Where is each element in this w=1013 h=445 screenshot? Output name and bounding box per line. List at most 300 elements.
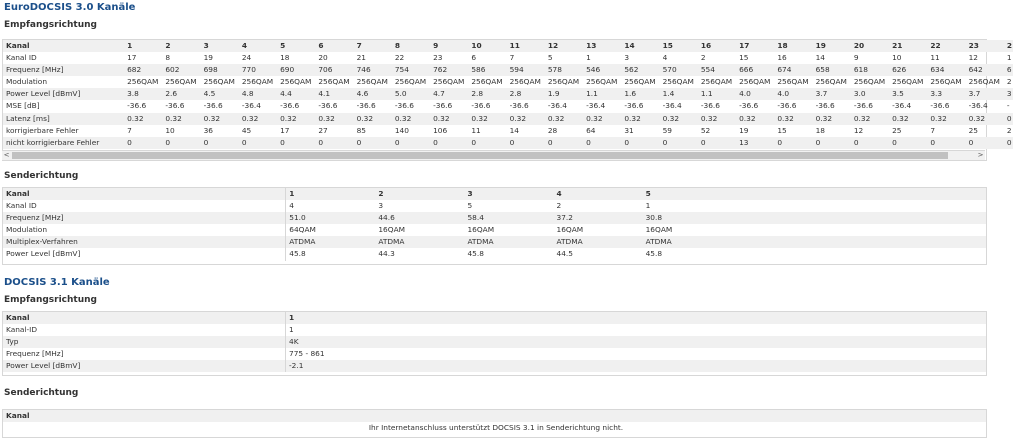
euro-down-scroll-area[interactable] xyxy=(2,39,1012,161)
table-cell: 2 xyxy=(700,53,706,63)
table-cell: 3.8 xyxy=(124,88,162,100)
table-cell: 12 xyxy=(968,53,978,63)
table-cell: 2 xyxy=(162,40,200,52)
table-cell: 16QAM xyxy=(556,225,584,235)
horizontal-scrollbar[interactable] xyxy=(2,150,985,160)
table-cell: 3.3 xyxy=(927,88,965,100)
table-cell: 7 xyxy=(354,40,392,52)
table-cell: 0.32 xyxy=(927,113,965,125)
table-cell: 18 xyxy=(815,125,825,135)
table-cell: 36 xyxy=(203,125,213,135)
row-label: Typ xyxy=(3,336,286,348)
table-cell: 6 xyxy=(1004,64,1013,76)
table-cell: 5 xyxy=(643,188,986,200)
table-cell: 0.32 xyxy=(430,113,468,125)
table-cell: 1 xyxy=(1006,53,1012,63)
table-cell: 59 xyxy=(662,125,672,135)
table-cell: 0.32 xyxy=(162,113,200,125)
table-cell: 0.32 xyxy=(583,113,621,125)
table-row xyxy=(3,200,986,212)
euro-up-box xyxy=(2,187,987,265)
table-cell: ATDMA xyxy=(554,236,643,248)
docsis31-title: DOCSIS 3.1 Kanäle xyxy=(4,277,110,288)
table-cell: 3 xyxy=(624,53,630,63)
table-cell: 14 xyxy=(509,125,519,135)
table-cell: 0 xyxy=(545,137,583,149)
row-label: Kanal xyxy=(3,188,286,200)
table-cell: 0.32 xyxy=(966,113,1004,125)
table-cell: 754 xyxy=(392,64,430,76)
table-cell: 642 xyxy=(966,64,1004,76)
table-cell: 14 xyxy=(621,40,659,52)
table-cell: 0.32 xyxy=(201,113,239,125)
table-cell: -36.6 xyxy=(318,101,338,111)
table-cell: 256QAM xyxy=(433,77,465,87)
table-cell: 13 xyxy=(736,137,774,149)
table-cell: 25 xyxy=(968,125,978,135)
table-cell: 0.32 xyxy=(545,113,583,125)
table-cell: 256QAM xyxy=(892,77,924,87)
table-cell: 52 xyxy=(700,125,711,135)
table-cell: -36.4 xyxy=(892,101,912,111)
table-row xyxy=(3,64,1013,76)
table-row xyxy=(3,224,986,236)
table-row xyxy=(3,324,986,336)
table-cell: 4K xyxy=(286,336,987,348)
table-cell: 0.32 xyxy=(621,113,659,125)
table-cell: 1.9 xyxy=(545,88,583,100)
row-label: Modulation xyxy=(6,77,48,87)
table-row xyxy=(3,248,986,260)
row-label: MSE [dB] xyxy=(6,101,40,111)
table-cell: 12 xyxy=(853,125,864,135)
table-cell: -36.6 xyxy=(509,101,529,111)
table-cell: 16 xyxy=(777,53,787,63)
table-cell: 10 xyxy=(892,53,902,63)
table-cell: 19 xyxy=(739,125,749,135)
table-cell: 256QAM xyxy=(127,77,159,87)
table-cell: 4.0 xyxy=(736,88,774,100)
table-cell: 1 xyxy=(286,312,987,324)
table-cell: 4.5 xyxy=(201,88,239,100)
table-cell: 0 xyxy=(774,137,812,149)
table-cell: 256QAM xyxy=(280,77,312,87)
table-cell: 0 xyxy=(1004,113,1013,125)
table-cell: 19 xyxy=(203,53,213,63)
table-cell: -36.6 xyxy=(433,101,453,111)
table-cell: 15 xyxy=(739,53,749,63)
table-cell: 0.32 xyxy=(315,113,353,125)
table-cell: 594 xyxy=(507,64,545,76)
table-cell: 706 xyxy=(315,64,353,76)
table-cell: -36.6 xyxy=(624,101,644,111)
table-cell: -36.4 xyxy=(662,101,682,111)
table-cell: 0 xyxy=(430,137,468,149)
table-cell: 698 xyxy=(201,64,239,76)
table-cell: 2 xyxy=(375,188,464,200)
row-label: nicht korrigierbare Fehler xyxy=(3,137,124,149)
table-cell: 762 xyxy=(430,64,468,76)
row-label: Frequenz [MHz] xyxy=(3,348,286,360)
table-cell: 0 xyxy=(468,137,506,149)
table-cell: -36.6 xyxy=(700,101,720,111)
scrollbar-thumb[interactable] xyxy=(12,152,948,159)
table-cell: 3 xyxy=(378,201,384,211)
table-cell: 0 xyxy=(162,137,200,149)
scroll-left-arrow-icon[interactable]: < xyxy=(3,151,10,159)
table-cell: 0.32 xyxy=(774,113,812,125)
table-cell: 7 xyxy=(509,53,515,63)
table-cell: 16QAM xyxy=(645,225,673,235)
table-cell: 22 xyxy=(394,53,405,63)
table-cell: 1.1 xyxy=(583,88,621,100)
table-cell: 9 xyxy=(430,40,468,52)
table-cell: 666 xyxy=(736,64,774,76)
table-cell: 1 xyxy=(286,188,376,200)
table-cell: ATDMA xyxy=(375,236,464,248)
table-header-row xyxy=(3,188,986,200)
table-cell: 0 xyxy=(315,137,353,149)
table-cell: 256QAM xyxy=(318,77,350,87)
table-cell: 618 xyxy=(851,64,889,76)
table-cell: 4 xyxy=(289,201,294,211)
row-label: korrigierbare Fehler xyxy=(6,125,79,135)
row-label: Latenz [ms] xyxy=(3,113,124,125)
table-cell: 0 xyxy=(621,137,659,149)
table-cell: 256QAM xyxy=(356,77,388,87)
table-cell: 22 xyxy=(927,40,965,52)
table-cell: 602 xyxy=(162,64,200,76)
table-cell: 0 xyxy=(124,137,162,149)
table-cell: 23 xyxy=(433,53,443,63)
row-label: Power Level [dBmV] xyxy=(3,248,286,260)
table-cell: 0 xyxy=(660,137,698,149)
table-cell: 18 xyxy=(774,40,812,52)
table-cell: 0 xyxy=(583,137,621,149)
table-row xyxy=(3,113,1013,125)
table-cell: 626 xyxy=(889,64,927,76)
table-cell: 256QAM xyxy=(930,77,962,87)
table-cell: 770 xyxy=(239,64,277,76)
table-cell: 3.7 xyxy=(966,88,1004,100)
table-cell: 256QAM xyxy=(241,77,274,87)
table-cell: 634 xyxy=(927,64,965,76)
row-label: Power Level [dBmV] xyxy=(3,360,286,372)
table-cell: 20 xyxy=(851,40,889,52)
table-row xyxy=(3,76,1013,88)
table-cell: 140 xyxy=(394,125,409,135)
table-cell: -36.6 xyxy=(203,101,223,111)
table-cell: 256QAM xyxy=(547,77,580,87)
table-cell: 15 xyxy=(660,40,698,52)
table-cell: 0 xyxy=(851,137,889,149)
table-cell: 0.32 xyxy=(851,113,889,125)
table-cell: 1 xyxy=(586,53,591,63)
euro-docsis-title: EuroDOCSIS 3.0 Kanäle xyxy=(4,2,136,13)
docsis31-down-box xyxy=(2,311,987,376)
table-cell: ATDMA xyxy=(643,236,986,248)
table-cell: 2.6 xyxy=(162,88,200,100)
table-cell: 1.1 xyxy=(698,88,736,100)
table-row xyxy=(3,336,986,348)
table-cell: -36.6 xyxy=(777,101,797,111)
table-cell: 1.4 xyxy=(660,88,698,100)
table-cell: 658 xyxy=(813,64,851,76)
table-cell: 0.32 xyxy=(698,113,736,125)
table-cell: 44.5 xyxy=(556,249,573,259)
table-cell: -36.4 xyxy=(547,101,567,111)
table-cell: 21 xyxy=(356,53,366,63)
table-cell: -36.6 xyxy=(127,101,147,111)
no-upstream-message: Ihr Internetanschluss unterstützt DOCSIS 3.1 in Senderichtung nicht. xyxy=(368,423,624,433)
table-cell: 10 xyxy=(468,40,506,52)
table-cell: 6 xyxy=(471,53,477,63)
table-header-row xyxy=(3,40,1013,52)
table-cell: 3 xyxy=(201,40,239,52)
table-cell: 2 xyxy=(1004,40,1013,52)
row-label: Multiplex-Verfahren xyxy=(3,236,286,248)
table-cell: 14 xyxy=(815,53,825,63)
table-cell: 37.2 xyxy=(554,212,643,224)
table-cell: 2 xyxy=(1006,77,1012,87)
table-cell: 0.32 xyxy=(507,113,545,125)
table-cell: 0.32 xyxy=(889,113,927,125)
table-cell: 746 xyxy=(354,64,392,76)
table-cell: 30.8 xyxy=(643,212,986,224)
table-cell: -36.6 xyxy=(853,101,873,111)
table-cell: 17 xyxy=(127,53,137,63)
table-cell: 1 xyxy=(124,40,162,52)
table-cell: 4 xyxy=(662,53,668,63)
table-cell: 0.32 xyxy=(736,113,774,125)
table-cell: 11 xyxy=(930,53,940,63)
table-cell: 256QAM xyxy=(203,77,235,87)
table-cell: 570 xyxy=(660,64,698,76)
table-cell: 3 xyxy=(464,188,553,200)
table-cell: 5.0 xyxy=(392,88,430,100)
table-cell: - xyxy=(1006,101,1010,111)
table-cell: 256QAM xyxy=(700,77,733,87)
table-cell: 11 xyxy=(471,125,481,135)
table-cell: 31 xyxy=(624,125,634,135)
table-cell: 9 xyxy=(853,53,859,63)
table-cell: 256QAM xyxy=(815,77,847,87)
row-label: Frequenz [MHz] xyxy=(3,64,124,76)
table-cell: 256QAM xyxy=(624,77,656,87)
table-cell: 256QAM xyxy=(853,77,886,87)
table-cell: 45.8 xyxy=(467,249,484,259)
table-cell: 45.8 xyxy=(645,249,663,259)
table-cell: 7 xyxy=(127,125,132,135)
table-cell: 64QAM xyxy=(289,225,316,235)
table-cell: 7 xyxy=(930,125,936,135)
table-cell: 0 xyxy=(813,137,851,149)
kanal-header: Kanal xyxy=(3,410,986,422)
table-cell: 775 - 861 xyxy=(289,349,325,359)
table-cell: 256QAM xyxy=(509,77,541,87)
table-cell: 19 xyxy=(813,40,851,52)
table-cell: 4.7 xyxy=(430,88,468,100)
scroll-right-arrow-icon[interactable]: > xyxy=(977,151,984,159)
table-cell: 25 xyxy=(892,125,902,135)
table-header-row xyxy=(3,312,986,324)
euro-up-title: Senderichtung xyxy=(4,171,79,181)
table-cell: 1 xyxy=(645,201,651,211)
row-label: Kanal-ID xyxy=(3,324,286,336)
table-cell: 2.8 xyxy=(507,88,545,100)
table-cell: 18 xyxy=(280,53,290,63)
table-cell: 0.32 xyxy=(813,113,851,125)
table-cell: -36.6 xyxy=(471,101,491,111)
table-cell: 44.6 xyxy=(375,212,464,224)
table-cell: 17 xyxy=(736,40,774,52)
table-cell: 64 xyxy=(586,125,596,135)
table-cell: 24 xyxy=(241,53,252,63)
table-cell: -36.4 xyxy=(241,101,261,111)
docsis31-up-table xyxy=(3,410,986,434)
table-cell: 45 xyxy=(241,125,252,135)
docsis31-down-table xyxy=(3,312,986,372)
table-cell: 85 xyxy=(356,125,366,135)
table-cell: ATDMA xyxy=(286,236,376,248)
table-cell: 256QAM xyxy=(165,77,197,87)
table-cell: 0 xyxy=(698,137,736,149)
table-cell: -2.1 xyxy=(286,360,987,372)
table-cell: 0 xyxy=(201,137,239,149)
table-cell: 3.0 xyxy=(851,88,889,100)
table-header-row xyxy=(3,410,986,422)
table-cell: 16QAM xyxy=(467,225,495,235)
table-cell: 11 xyxy=(507,40,545,52)
row-label: Kanal xyxy=(3,40,124,52)
table-cell: 28 xyxy=(547,125,558,135)
table-cell: 8 xyxy=(392,40,430,52)
table-cell: 256QAM xyxy=(394,77,427,87)
table-cell: 256QAM xyxy=(739,77,771,87)
table-cell: 5 xyxy=(547,53,553,63)
table-cell: 0 xyxy=(507,137,545,149)
row-label: Kanal ID xyxy=(6,53,37,63)
table-cell: 256QAM xyxy=(586,77,618,87)
table-cell: 3.7 xyxy=(813,88,851,100)
table-cell: 23 xyxy=(966,40,1004,52)
table-cell: 13 xyxy=(583,40,621,52)
table-cell: 6 xyxy=(315,40,353,52)
table-cell: 5 xyxy=(467,201,473,211)
table-cell: 16 xyxy=(698,40,736,52)
table-cell: 51.0 xyxy=(286,212,376,224)
table-cell: 4.0 xyxy=(774,88,812,100)
row-label: Frequenz [MHz] xyxy=(3,212,286,224)
table-cell: 690 xyxy=(277,64,315,76)
table-cell: 674 xyxy=(774,64,812,76)
table-row xyxy=(3,137,1013,149)
table-cell: 1 xyxy=(289,325,294,335)
table-cell: 3 xyxy=(1004,88,1013,100)
table-cell: 0.32 xyxy=(354,113,392,125)
table-cell: -36.6 xyxy=(394,101,414,111)
table-cell: 0.32 xyxy=(124,113,162,125)
table-cell: 17 xyxy=(280,125,290,135)
table-cell: 562 xyxy=(621,64,659,76)
table-cell: 0 xyxy=(354,137,392,149)
table-cell: 0 xyxy=(392,137,430,149)
table-cell: 0 xyxy=(277,137,315,149)
table-cell: 1.6 xyxy=(621,88,659,100)
table-cell: 682 xyxy=(124,64,162,76)
table-cell: 0 xyxy=(239,137,277,149)
table-cell: 58.4 xyxy=(464,212,553,224)
table-cell: 4.6 xyxy=(354,88,392,100)
table-cell: -36.6 xyxy=(280,101,300,111)
table-cell: 8 xyxy=(165,53,171,63)
row-label: Kanal ID xyxy=(3,200,286,212)
table-cell: ATDMA xyxy=(464,236,553,248)
table-cell: 0.32 xyxy=(392,113,430,125)
table-row xyxy=(3,348,986,360)
table-cell: 2 xyxy=(1006,125,1012,135)
table-row xyxy=(3,100,1013,112)
table-cell: 106 xyxy=(433,125,448,135)
table-cell: 546 xyxy=(583,64,621,76)
table-row xyxy=(3,360,986,372)
docsis31-up-title: Senderichtung xyxy=(4,388,79,398)
table-cell: -36.6 xyxy=(739,101,759,111)
table-cell: 0 xyxy=(889,137,927,149)
table-cell: -36.6 xyxy=(165,101,185,111)
table-cell: 256QAM xyxy=(662,77,694,87)
table-cell: 586 xyxy=(468,64,506,76)
table-cell: 0 xyxy=(1004,137,1013,149)
table-row xyxy=(3,88,1013,100)
row-label: Modulation xyxy=(3,224,286,236)
euro-down-title: Empfangsrichtung xyxy=(4,20,97,30)
table-cell: 0.32 xyxy=(468,113,506,125)
table-cell: 0.32 xyxy=(660,113,698,125)
table-cell: 0.32 xyxy=(239,113,277,125)
row-label: Kanal xyxy=(3,312,286,324)
table-cell: 4 xyxy=(554,188,643,200)
table-cell: 256QAM xyxy=(471,77,503,87)
table-cell: 4.4 xyxy=(277,88,315,100)
table-cell: -36.6 xyxy=(930,101,950,111)
table-cell: 16QAM xyxy=(378,225,406,235)
table-cell: 5 xyxy=(277,40,315,52)
row-label: Power Level [dBmV] xyxy=(3,88,124,100)
table-cell: -36.4 xyxy=(968,101,988,111)
table-cell: 0 xyxy=(927,137,965,149)
table-cell: -36.6 xyxy=(815,101,835,111)
table-cell: 27 xyxy=(318,125,328,135)
docsis31-up-box xyxy=(2,409,987,438)
table-row xyxy=(3,422,986,434)
euro-up-table xyxy=(3,188,986,261)
table-cell: 20 xyxy=(318,53,328,63)
table-row xyxy=(3,52,1013,64)
table-cell: 21 xyxy=(889,40,927,52)
table-cell: 15 xyxy=(777,125,787,135)
table-cell: 2 xyxy=(556,201,562,211)
table-cell: 578 xyxy=(545,64,583,76)
table-cell: -36.6 xyxy=(356,101,376,111)
table-cell: 4.1 xyxy=(315,88,353,100)
table-row xyxy=(3,125,1013,137)
euro-down-table xyxy=(3,40,1013,149)
table-cell: 4.8 xyxy=(239,88,277,100)
table-cell: 0 xyxy=(966,137,1004,149)
table-cell: 4 xyxy=(239,40,277,52)
table-cell: 2.8 xyxy=(468,88,506,100)
